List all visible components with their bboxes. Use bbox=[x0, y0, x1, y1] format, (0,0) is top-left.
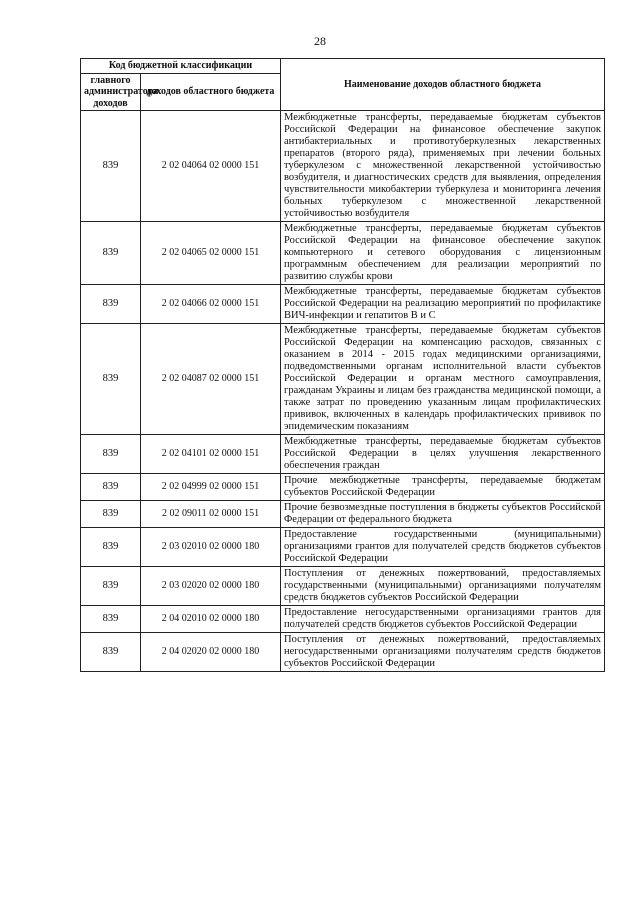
table-row bbox=[81, 501, 605, 528]
income-name-cell: Прочие безвозмездные поступления в бюджеты субъектов Российской Федерации от федерального бюджета bbox=[281, 501, 605, 528]
income-name-cell: Межбюджетные трансферты, передаваемые бюджетам субъектов Российской Федерации на компенсацию расходов, связанных с оказанием в 2014 - 2015 годах медицинскими организациями, подведомственными органам исполнительной власти субъектов Российской Федерации и органам местного самоуправления, гражданам Украины и лицам без гражданства медицинской помощи, а также затрат по проведению указанным лицам профилактических прививок, включенных в календарь профилактических прививок по эпидемическим показаниям bbox=[281, 324, 605, 435]
page-number: 28 bbox=[314, 34, 326, 48]
income-code-cell: 2 03 02010 02 0000 180 bbox=[141, 528, 281, 567]
admin-column-header: главного администратора доходов bbox=[81, 73, 141, 111]
admin-code-cell: 839 bbox=[81, 528, 141, 567]
admin-code-cell: 839 bbox=[81, 285, 141, 324]
income-code-cell: 2 02 04064 02 0000 151 bbox=[141, 111, 281, 222]
table-row bbox=[81, 474, 605, 501]
admin-code-cell: 839 bbox=[81, 222, 141, 285]
income-code-cell: 2 02 04066 02 0000 151 bbox=[141, 285, 281, 324]
income-name-cell: Поступления от денежных пожертвований, предоставляемых государственными (муниципальными) организациями получателям средств бюджетов субъектов Российской Федерации bbox=[281, 567, 605, 606]
income-name-cell: Межбюджетные трансферты, передаваемые бюджетам субъектов Российской Федерации в целях улучшения лекарственного обеспечения граждан bbox=[281, 435, 605, 474]
income-name-cell: Межбюджетные трансферты, передаваемые бюджетам субъектов Российской Федерации на реализацию мероприятий по профилактике ВИЧ-инфекции и гепатитов В и С bbox=[281, 285, 605, 324]
table-row bbox=[81, 285, 605, 324]
admin-code-cell: 839 bbox=[81, 567, 141, 606]
admin-code-cell: 839 bbox=[81, 324, 141, 435]
admin-code-cell: 839 bbox=[81, 435, 141, 474]
income-name-cell: Прочие межбюджетные трансферты, передаваемые бюджетам субъектов Российской Федерации bbox=[281, 474, 605, 501]
income-code-cell: 2 04 02020 02 0000 180 bbox=[141, 633, 281, 672]
income-code-cell: 2 03 02020 02 0000 180 bbox=[141, 567, 281, 606]
admin-code-cell: 839 bbox=[81, 474, 141, 501]
table-row bbox=[81, 606, 605, 633]
name-column-header: Наименование доходов областного бюджета bbox=[281, 59, 605, 111]
income-name-cell: Межбюджетные трансферты, передаваемые бюджетам субъектов Российской Федерации на финансовое обеспечение закупок компьютерного и сетевого оборудования с лицензионным программным обеспечением для реализации мероприятий по развитию службы крови bbox=[281, 222, 605, 285]
table-body bbox=[81, 111, 605, 672]
budget-classification-table bbox=[80, 58, 605, 672]
income-name-cell: Предоставление государственными (муниципальными) организациями грантов для получателей средств бюджетов субъектов Российской Федерации bbox=[281, 528, 605, 567]
income-code-cell: 2 02 04065 02 0000 151 bbox=[141, 222, 281, 285]
table-row bbox=[81, 435, 605, 474]
income-column-header: доходов областного бюджета bbox=[141, 73, 281, 111]
table-row bbox=[81, 633, 605, 672]
income-name-cell: Межбюджетные трансферты, передаваемые бюджетам субъектов Российской Федерации на финансовое обеспечение закупок антибактериальных и противотуберкулезных лекарственных препаратов (второго ряда), применяемых при лечении больных туберкулезом с множественной лекарственной устойчивостью возбудителя, и диагностических средств для выявления, определения чувствительности микобактерии туберкулеза и мониторинга лечения больных туберкулезом с множественной лекарственной устойчивостью возбудителя bbox=[281, 111, 605, 222]
table-row bbox=[81, 111, 605, 222]
table-header bbox=[81, 59, 605, 111]
table-row bbox=[81, 567, 605, 606]
admin-code-cell: 839 bbox=[81, 501, 141, 528]
admin-code-cell: 839 bbox=[81, 111, 141, 222]
income-code-cell: 2 02 04101 02 0000 151 bbox=[141, 435, 281, 474]
income-code-cell: 2 02 04999 02 0000 151 bbox=[141, 474, 281, 501]
income-name-cell: Предоставление негосударственными организациями грантов для получателей средств бюджетов субъектов Российской Федерации bbox=[281, 606, 605, 633]
table-row bbox=[81, 324, 605, 435]
classification-group-header: Код бюджетной классификации bbox=[81, 59, 281, 74]
income-code-cell: 2 02 09011 02 0000 151 bbox=[141, 501, 281, 528]
income-code-cell: 2 02 04087 02 0000 151 bbox=[141, 324, 281, 435]
income-name-cell: Поступления от денежных пожертвований, предоставляемых негосударственными организациями получателям средств бюджетов субъектов Российской Федерации bbox=[281, 633, 605, 672]
income-code-cell: 2 04 02010 02 0000 180 bbox=[141, 606, 281, 633]
table-row bbox=[81, 222, 605, 285]
admin-code-cell: 839 bbox=[81, 606, 141, 633]
table-row bbox=[81, 528, 605, 567]
admin-code-cell: 839 bbox=[81, 633, 141, 672]
